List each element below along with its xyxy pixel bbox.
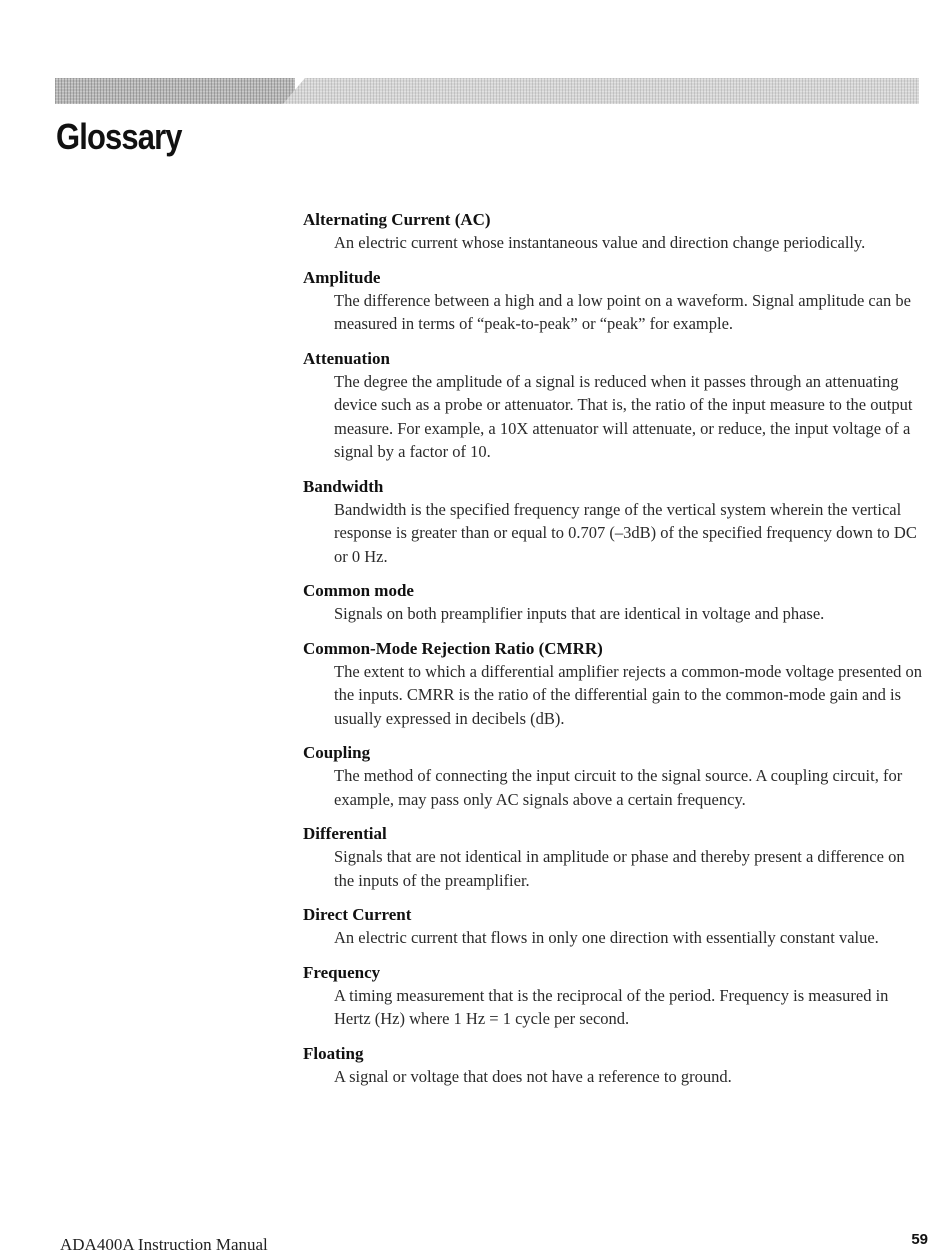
- header-pattern-bar: [55, 78, 919, 104]
- glossary-definition: A timing measurement that is the reciprocal of the period. Frequency is measured in Hertz (Hz) where 1 Hz = 1 cycle per second.: [334, 985, 889, 1028]
- glossary-entry: [303, 476, 928, 569]
- footer-page-number: 59: [911, 1231, 928, 1248]
- glossary-entry: [303, 209, 928, 255]
- glossary-list: [303, 209, 928, 1100]
- glossary-entry: [303, 580, 928, 626]
- glossary-definition: The method of connecting the input circuit to the signal source. A coupling circuit, for example, may pass only AC signals above a certain frequency.: [334, 766, 903, 809]
- glossary-term: Differential: [303, 824, 387, 843]
- page-title: Glossary: [56, 116, 182, 157]
- glossary-entry: [303, 1043, 928, 1089]
- glossary-entry: [303, 823, 928, 892]
- glossary-definition: The difference between a high and a low point on a waveform. Signal amplitude can be measured in terms of “peak-to-peak” or “peak” for example.: [334, 290, 911, 333]
- glossary-term: Frequency: [303, 962, 381, 982]
- glossary-term: Attenuation: [303, 348, 390, 368]
- glossary-term: Direct Current: [303, 905, 412, 924]
- glossary-term: Bandwidth: [303, 476, 384, 496]
- glossary-term: Common mode: [303, 581, 414, 600]
- glossary-definition: An electric current that flows in only one direction with essentially constant value.: [334, 928, 879, 947]
- glossary-term: Alternating Current (AC): [303, 210, 491, 229]
- glossary-definition: Signals on both preamplifier inputs that are identical in voltage and phase.: [334, 604, 825, 623]
- glossary-definition: Bandwidth is the specified frequency range of the vertical system wherein the vertical response is greater than or equal to 0.707 (–3dB) of the specified frequency down to DC or 0 Hz.: [334, 499, 917, 566]
- glossary-entry: [303, 267, 928, 336]
- glossary-definition: An electric current whose instantaneous value and direction change periodically.: [334, 233, 866, 252]
- glossary-definition: The extent to which a differential amplifier rejects a common-mode voltage presented on the inputs. CMRR is the ratio of the differential gain to the common-mode gain and is usually expressed in decibels (dB).: [334, 661, 922, 728]
- glossary-entry: [303, 962, 928, 1031]
- glossary-term: Amplitude: [303, 267, 381, 287]
- header-bar-dark-segment: [55, 78, 295, 104]
- glossary-entry: [303, 638, 928, 731]
- glossary-term: Common-Mode Rejection Ratio (CMRR): [303, 638, 603, 658]
- glossary-entry: [303, 348, 928, 464]
- glossary-definition: Signals that are not identical in amplitude or phase and thereby present a difference on the inputs of the preamplifier.: [334, 847, 905, 890]
- glossary-definition: The degree the amplitude of a signal is reduced when it passes through an attenuating device such as a probe or attenuator. That is, the ratio of the input measure to the output measure. For example, a 10X attenuator will attenuate, or reduce, the input voltage of a signal by a factor of 10.: [334, 371, 913, 461]
- header-bar-light-segment: [283, 78, 919, 104]
- glossary-entry: [303, 904, 928, 950]
- footer-manual-title: ADA400A Instruction Manual: [60, 1235, 268, 1254]
- glossary-term: Floating: [303, 1043, 364, 1063]
- glossary-definition: A signal or voltage that does not have a reference to ground.: [334, 1066, 732, 1086]
- glossary-entry: [303, 742, 928, 811]
- glossary-term: Coupling: [303, 743, 371, 762]
